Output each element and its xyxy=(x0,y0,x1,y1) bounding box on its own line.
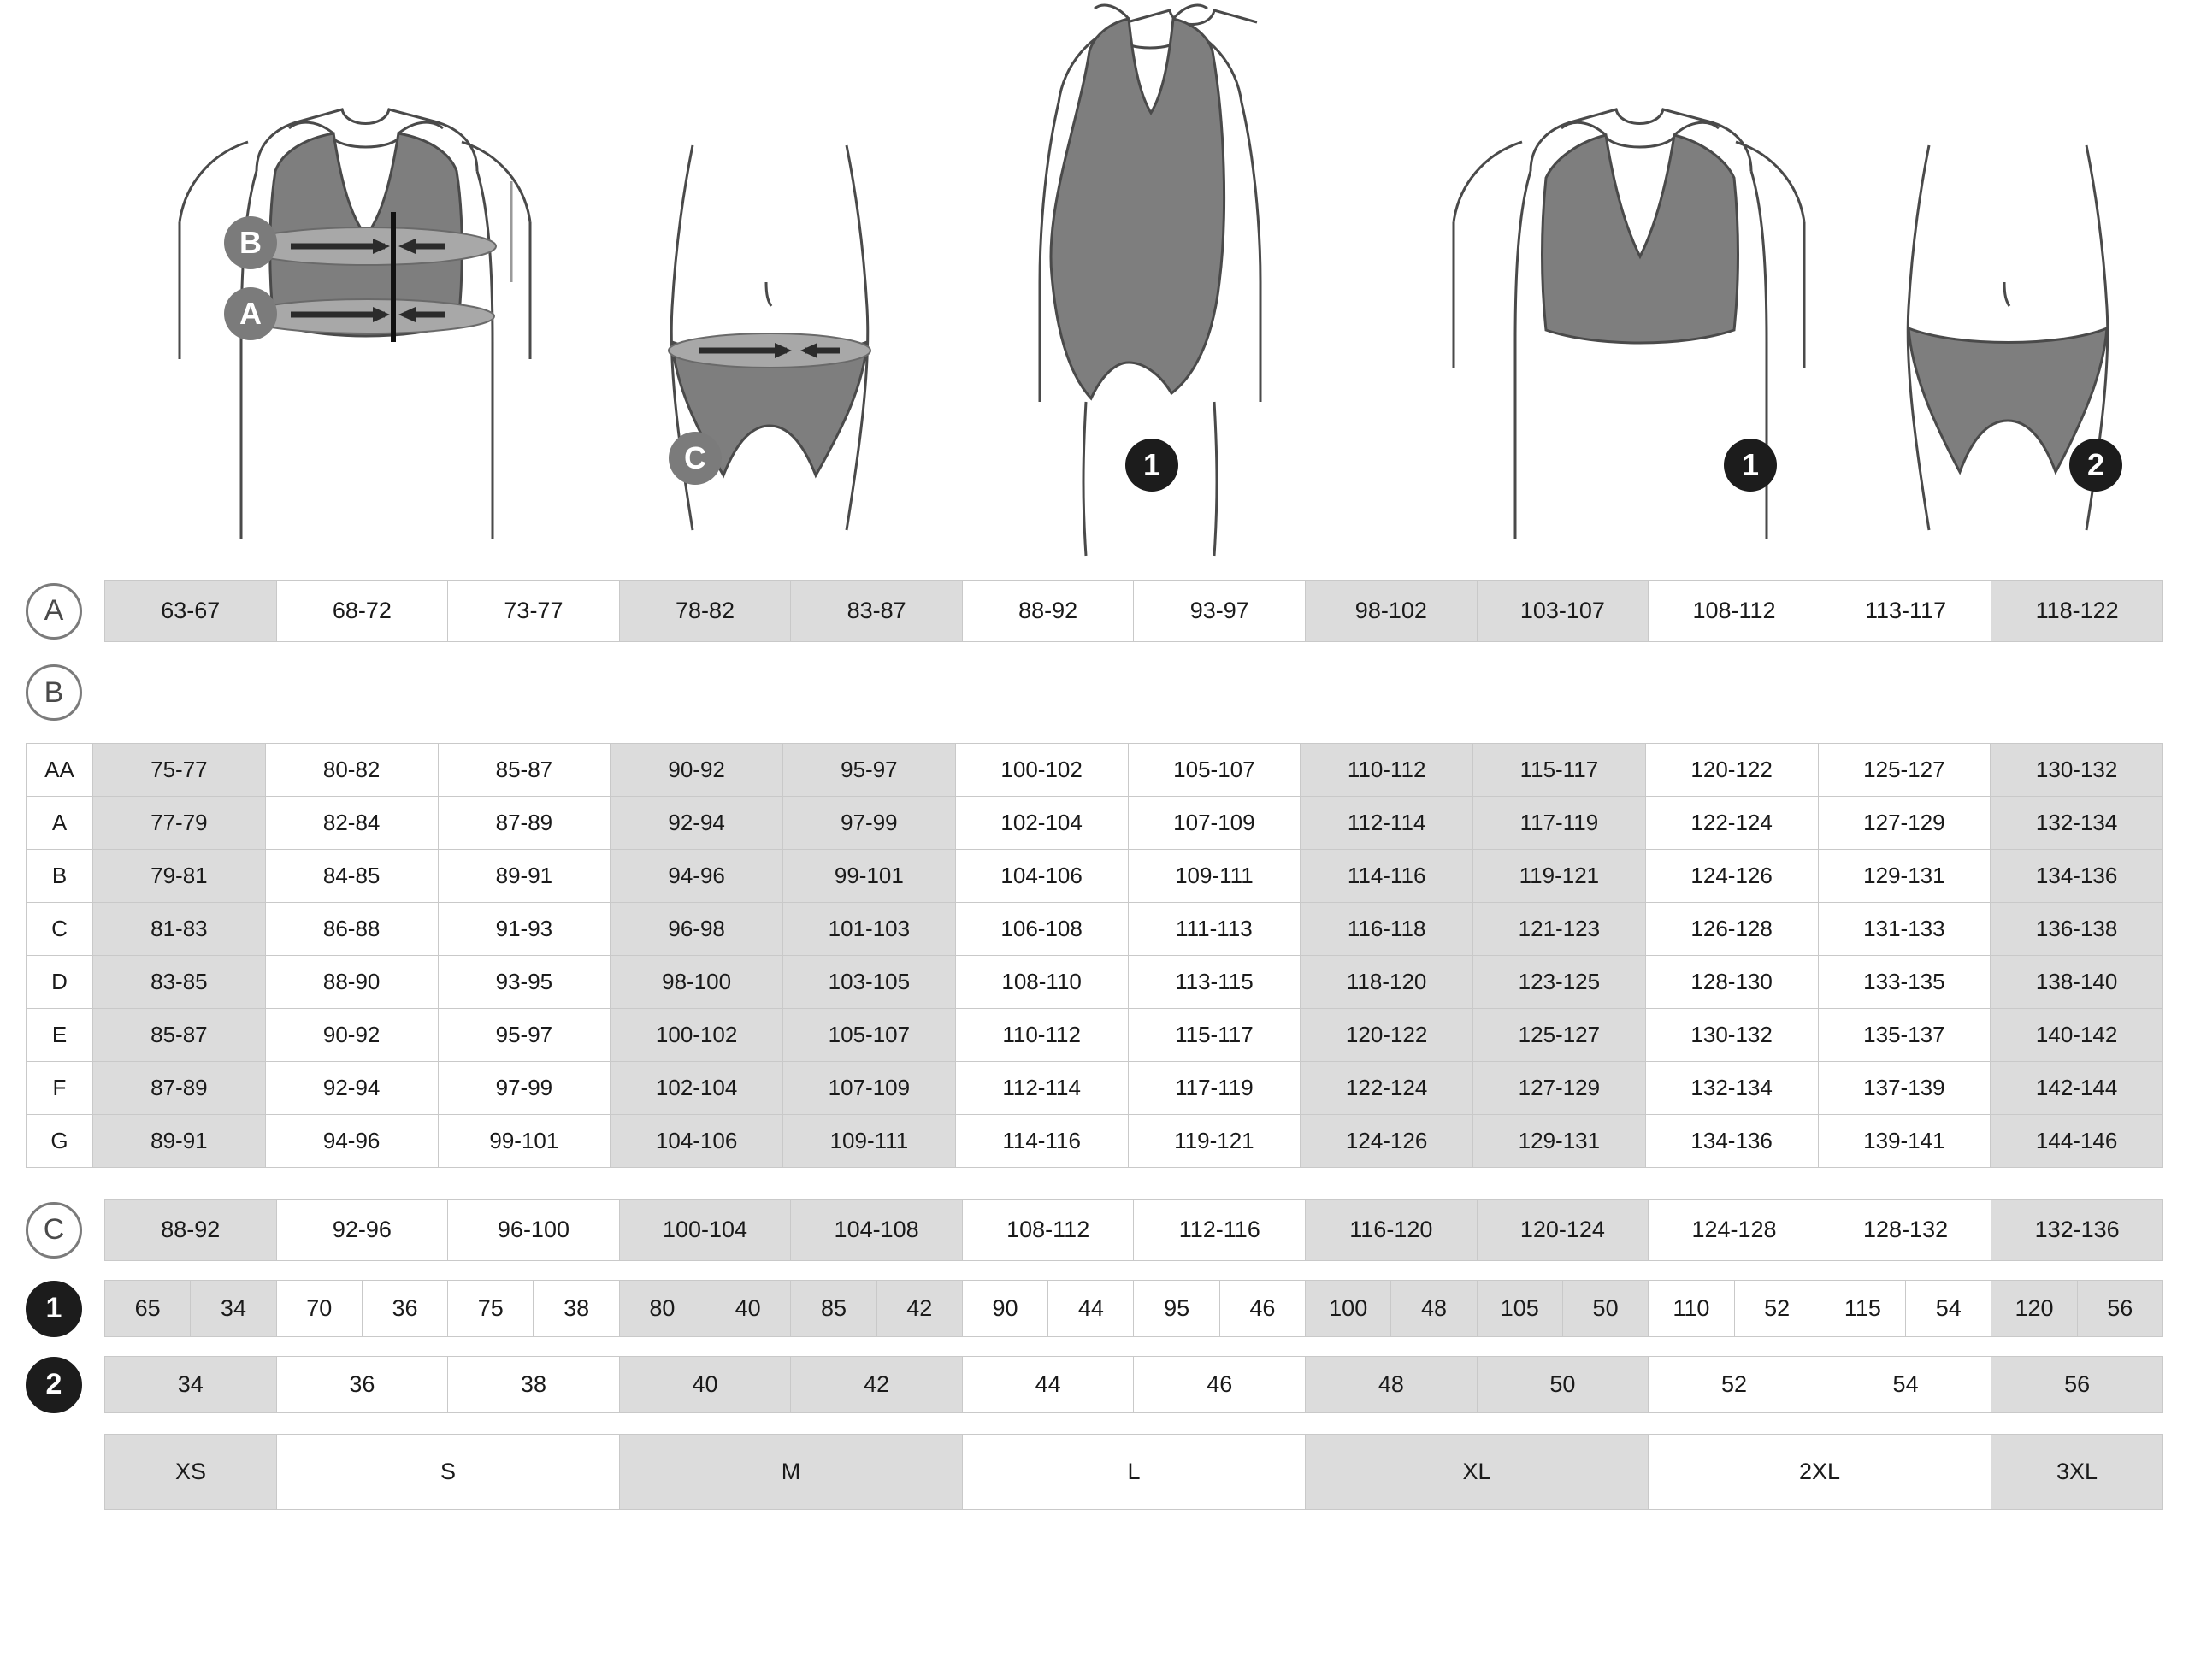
pair-1 xyxy=(105,1281,277,1336)
cell-g-2: 94-96 xyxy=(266,1115,439,1167)
cell-g-12: 144-146 xyxy=(1991,1115,2162,1167)
cell-a-6: 102-104 xyxy=(956,797,1129,849)
cell-a-11: 127-129 xyxy=(1819,797,1991,849)
cup-label-a: A xyxy=(27,797,93,849)
cell-b-12: 134-136 xyxy=(1991,850,2162,902)
cell-c-12: 136-138 xyxy=(1991,903,2162,955)
cell-e-6: 110-112 xyxy=(956,1009,1129,1061)
cell-f-4: 102-104 xyxy=(611,1062,783,1114)
cell-1-6a: 90 xyxy=(963,1281,1048,1336)
cell-a-8: 112-114 xyxy=(1301,797,1473,849)
pair-10 xyxy=(1649,1281,1820,1336)
row-2 xyxy=(26,1356,2163,1413)
cell-aa-9: 115-117 xyxy=(1473,744,1646,796)
pair-7 xyxy=(1134,1281,1306,1336)
size-cell-2xl: 2XL xyxy=(1649,1435,1991,1509)
cell-d-4: 98-100 xyxy=(611,956,783,1008)
cup-label-g: G xyxy=(27,1115,93,1167)
letter-size-row xyxy=(104,1434,2163,1510)
cell-d-10: 128-130 xyxy=(1646,956,1819,1008)
cell-aa-7: 105-107 xyxy=(1129,744,1301,796)
cell-f-12: 142-144 xyxy=(1991,1062,2162,1114)
table-row xyxy=(27,956,2162,1009)
cell-e-7: 115-117 xyxy=(1129,1009,1301,1061)
cell-2-5: 42 xyxy=(791,1357,963,1412)
figure-badge-2: 2 xyxy=(2069,439,2122,492)
row-label-1: 1 xyxy=(26,1281,82,1337)
cell-1-2a: 70 xyxy=(277,1281,363,1336)
cell-a-12: 118-122 xyxy=(1991,581,2162,641)
cell-b-3: 89-91 xyxy=(439,850,611,902)
cell-1-11a: 115 xyxy=(1820,1281,1906,1336)
cell-d-11: 133-135 xyxy=(1819,956,1991,1008)
pair-11 xyxy=(1820,1281,1992,1336)
cell-e-5: 105-107 xyxy=(783,1009,956,1061)
cup-label-c: C xyxy=(27,903,93,955)
cell-a-2: 68-72 xyxy=(277,581,449,641)
cell-d-6: 108-110 xyxy=(956,956,1129,1008)
cell-2-1: 34 xyxy=(105,1357,277,1412)
cell-d-2: 88-90 xyxy=(266,956,439,1008)
row-label-a: A xyxy=(26,583,82,640)
cell-g-4: 104-106 xyxy=(611,1115,783,1167)
size-cell-s: S xyxy=(277,1435,620,1509)
cell-g-1: 89-91 xyxy=(93,1115,266,1167)
cell-d-5: 103-105 xyxy=(783,956,956,1008)
cell-c-1: 81-83 xyxy=(93,903,266,955)
cup-label-e: E xyxy=(27,1009,93,1061)
pair-2 xyxy=(277,1281,449,1336)
cell-1-3b: 38 xyxy=(563,1295,590,1321)
cell-b-6: 104-106 xyxy=(956,850,1129,902)
cell-c-8: 116-118 xyxy=(1301,903,1473,955)
cup-label-aa: AA xyxy=(27,744,93,796)
table-row xyxy=(27,797,2162,850)
cell-a-4: 78-82 xyxy=(620,581,792,641)
cell-1-10a: 110 xyxy=(1649,1281,1734,1336)
cell-aa-10: 120-122 xyxy=(1646,744,1819,796)
cell-g-10: 134-136 xyxy=(1646,1115,1819,1167)
table-row xyxy=(27,903,2162,956)
cell-2-2: 36 xyxy=(277,1357,449,1412)
cell-aa-1: 75-77 xyxy=(93,744,266,796)
cup-size-grid xyxy=(26,743,2163,1168)
cell-1-1b: 34 xyxy=(191,1281,275,1336)
cell-b-10: 124-126 xyxy=(1646,850,1819,902)
cell-a-5: 83-87 xyxy=(791,581,963,641)
cell-1-3a: 75 xyxy=(448,1281,534,1336)
cell-b-4: 94-96 xyxy=(611,850,783,902)
cell-b-7: 109-111 xyxy=(1129,850,1301,902)
cell-c-11: 131-133 xyxy=(1819,903,1991,955)
cell-b-5: 99-101 xyxy=(783,850,956,902)
cell-d-7: 113-115 xyxy=(1129,956,1301,1008)
cell-g-5: 109-111 xyxy=(783,1115,956,1167)
cell-e-4: 100-102 xyxy=(611,1009,783,1061)
cell-2-6: 44 xyxy=(963,1357,1135,1412)
cell-1-12a: 120 xyxy=(1991,1281,2077,1336)
cell-c-5: 104-108 xyxy=(791,1200,963,1260)
cell-a-8: 98-102 xyxy=(1306,581,1478,641)
cell-c-10: 124-128 xyxy=(1649,1200,1820,1260)
cell-c-3: 96-100 xyxy=(448,1200,620,1260)
cell-c-6: 108-112 xyxy=(963,1200,1135,1260)
cell-f-5: 107-109 xyxy=(783,1062,956,1114)
cell-2-12: 56 xyxy=(1991,1357,2162,1412)
row-1 xyxy=(26,1280,2163,1337)
size-cell-l: L xyxy=(963,1435,1306,1509)
row-a-cells xyxy=(104,580,2163,642)
cell-a-3: 87-89 xyxy=(439,797,611,849)
cell-1-2b: 36 xyxy=(392,1295,418,1321)
cell-aa-3: 85-87 xyxy=(439,744,611,796)
cell-c-10: 126-128 xyxy=(1646,903,1819,955)
swimsuit-garment xyxy=(1051,19,1224,398)
cell-e-11: 135-137 xyxy=(1819,1009,1991,1061)
figure-swimsuit xyxy=(958,0,1342,564)
cell-1-9b: 50 xyxy=(1563,1281,1648,1336)
cell-f-6: 112-114 xyxy=(956,1062,1129,1114)
cell-d-12: 138-140 xyxy=(1991,956,2162,1008)
row-b-label-wrap xyxy=(26,664,2163,721)
cell-c-9: 121-123 xyxy=(1473,903,1646,955)
cell-c-6: 106-108 xyxy=(956,903,1129,955)
row-1-cells xyxy=(104,1280,2163,1337)
cell-c-4: 100-104 xyxy=(620,1200,792,1260)
cell-a-3: 73-77 xyxy=(448,581,620,641)
cell-aa-12: 130-132 xyxy=(1991,744,2162,796)
cell-2-3: 38 xyxy=(448,1357,620,1412)
row-label-2: 2 xyxy=(26,1357,82,1413)
cell-aa-5: 95-97 xyxy=(783,744,956,796)
cell-a-2: 82-84 xyxy=(266,797,439,849)
pair-8 xyxy=(1306,1281,1478,1336)
cell-d-9: 123-125 xyxy=(1473,956,1646,1008)
cell-c-1: 88-92 xyxy=(105,1200,277,1260)
cell-f-1: 87-89 xyxy=(93,1062,266,1114)
cell-c-7: 112-116 xyxy=(1134,1200,1306,1260)
figure-badge-1b: 1 xyxy=(1724,439,1777,492)
cell-c-4: 96-98 xyxy=(611,903,783,955)
cell-b-9: 119-121 xyxy=(1473,850,1646,902)
cell-2-4: 40 xyxy=(620,1357,792,1412)
pair-4 xyxy=(620,1281,792,1336)
cell-1-12b: 56 xyxy=(2078,1281,2162,1336)
cell-a-11: 113-117 xyxy=(1820,581,1992,641)
table-row xyxy=(27,1062,2162,1115)
cell-a-10: 122-124 xyxy=(1646,797,1819,849)
cell-a-12: 132-134 xyxy=(1991,797,2162,849)
cell-a-1: 77-79 xyxy=(93,797,266,849)
cell-1-4b: 40 xyxy=(705,1281,790,1336)
cell-a-7: 93-97 xyxy=(1134,581,1306,641)
pair-6 xyxy=(963,1281,1135,1336)
cell-g-9: 129-131 xyxy=(1473,1115,1646,1167)
figure-illustrations xyxy=(26,0,2163,564)
cup-label-b: B xyxy=(27,850,93,902)
cell-c-8: 116-120 xyxy=(1306,1200,1478,1260)
cell-aa-8: 110-112 xyxy=(1301,744,1473,796)
cell-e-10: 130-132 xyxy=(1646,1009,1819,1061)
cell-c-3: 91-93 xyxy=(439,903,611,955)
figure-bust-measurements xyxy=(128,0,573,564)
cell-f-9: 127-129 xyxy=(1473,1062,1646,1114)
cell-2-7: 46 xyxy=(1134,1357,1306,1412)
cell-e-8: 120-122 xyxy=(1301,1009,1473,1061)
cell-e-1: 85-87 xyxy=(93,1009,266,1061)
cell-a-9: 103-107 xyxy=(1478,581,1649,641)
cell-e-3: 95-97 xyxy=(439,1009,611,1061)
cell-a-7: 107-109 xyxy=(1129,797,1301,849)
size-cell-xl: XL xyxy=(1306,1435,1649,1509)
cell-d-8: 118-120 xyxy=(1301,956,1473,1008)
cell-b-11: 129-131 xyxy=(1819,850,1991,902)
pair-12 xyxy=(1991,1281,2162,1336)
size-cell-xs: XS xyxy=(105,1435,277,1509)
cell-1-7b: 46 xyxy=(1249,1295,1276,1321)
cell-1-5a: 85 xyxy=(791,1281,876,1336)
size-cell-m: M xyxy=(620,1435,963,1509)
cell-1-8b: 48 xyxy=(1391,1281,1476,1336)
cell-f-11: 137-139 xyxy=(1819,1062,1991,1114)
figure-hip-measurement xyxy=(590,0,949,564)
cell-1-11b: 54 xyxy=(1935,1295,1962,1321)
cell-f-3: 97-99 xyxy=(439,1062,611,1114)
cell-2-10: 52 xyxy=(1649,1357,1820,1412)
cell-c-5: 101-103 xyxy=(783,903,956,955)
cell-2-8: 48 xyxy=(1306,1357,1478,1412)
cup-label-f: F xyxy=(27,1062,93,1114)
pair-5 xyxy=(791,1281,963,1336)
cell-1-6b: 44 xyxy=(1077,1295,1104,1321)
cell-b-1: 79-81 xyxy=(93,850,266,902)
cell-a-9: 117-119 xyxy=(1473,797,1646,849)
table-row xyxy=(27,1009,2162,1062)
table-row xyxy=(27,744,2162,797)
bra-top-garment xyxy=(1543,135,1738,343)
cell-c-11: 128-132 xyxy=(1820,1200,1992,1260)
cell-a-6: 88-92 xyxy=(963,581,1135,641)
cell-e-2: 90-92 xyxy=(266,1009,439,1061)
pair-3 xyxy=(448,1281,620,1336)
cup-label-d: D xyxy=(27,956,93,1008)
cell-g-7: 119-121 xyxy=(1129,1115,1301,1167)
cell-aa-2: 80-82 xyxy=(266,744,439,796)
cell-d-1: 83-85 xyxy=(93,956,266,1008)
cell-b-8: 114-116 xyxy=(1301,850,1473,902)
cell-aa-6: 100-102 xyxy=(956,744,1129,796)
cell-a-5: 97-99 xyxy=(783,797,956,849)
row-a xyxy=(26,580,2163,642)
row-2-cells xyxy=(104,1356,2163,1413)
cell-e-9: 125-127 xyxy=(1473,1009,1646,1061)
figure-badge-c: C xyxy=(669,432,722,485)
cell-c-2: 92-96 xyxy=(277,1200,449,1260)
cell-aa-11: 125-127 xyxy=(1819,744,1991,796)
cell-g-3: 99-101 xyxy=(439,1115,611,1167)
cell-c-7: 111-113 xyxy=(1129,903,1301,955)
cell-a-1: 63-67 xyxy=(105,581,277,641)
cell-a-10: 108-112 xyxy=(1649,581,1820,641)
cell-g-6: 114-116 xyxy=(956,1115,1129,1167)
cell-2-11: 54 xyxy=(1820,1357,1992,1412)
row-label-b: B xyxy=(26,664,82,721)
cell-f-2: 92-94 xyxy=(266,1062,439,1114)
cell-f-10: 132-134 xyxy=(1646,1062,1819,1114)
row-c xyxy=(26,1199,2163,1261)
cell-f-8: 122-124 xyxy=(1301,1062,1473,1114)
cell-1-5b: 42 xyxy=(877,1281,962,1336)
cell-g-8: 124-126 xyxy=(1301,1115,1473,1167)
table-row xyxy=(27,850,2162,903)
cell-c-9: 120-124 xyxy=(1478,1200,1649,1260)
size-cell-3xl: 3XL xyxy=(1991,1435,2162,1509)
cell-1-9a: 105 xyxy=(1478,1281,1563,1336)
figure-badge-a: A xyxy=(224,287,277,340)
cell-1-4a: 80 xyxy=(620,1281,705,1336)
cell-a-4: 92-94 xyxy=(611,797,783,849)
cell-c-12: 132-136 xyxy=(1991,1200,2162,1260)
cell-1-7a: 95 xyxy=(1134,1281,1219,1336)
row-label-c: C xyxy=(26,1202,82,1259)
cell-d-3: 93-95 xyxy=(439,956,611,1008)
cell-aa-4: 90-92 xyxy=(611,744,783,796)
cell-b-2: 84-85 xyxy=(266,850,439,902)
cell-1-8a: 100 xyxy=(1306,1281,1391,1336)
figure-briefs xyxy=(1864,0,2155,564)
cell-1-10b: 52 xyxy=(1764,1295,1791,1321)
cell-c-2: 86-88 xyxy=(266,903,439,955)
figure-bra-top xyxy=(1411,0,1838,564)
table-row xyxy=(27,1115,2162,1167)
cell-g-11: 139-141 xyxy=(1819,1115,1991,1167)
figure-badge-b: B xyxy=(224,216,277,269)
row-c-cells xyxy=(104,1199,2163,1261)
cell-1-1a: 65 xyxy=(105,1281,191,1336)
pair-9 xyxy=(1478,1281,1649,1336)
figure-badge-1a: 1 xyxy=(1125,439,1178,492)
cell-f-7: 117-119 xyxy=(1129,1062,1301,1114)
cell-2-9: 50 xyxy=(1478,1357,1649,1412)
cell-e-12: 140-142 xyxy=(1991,1009,2162,1061)
